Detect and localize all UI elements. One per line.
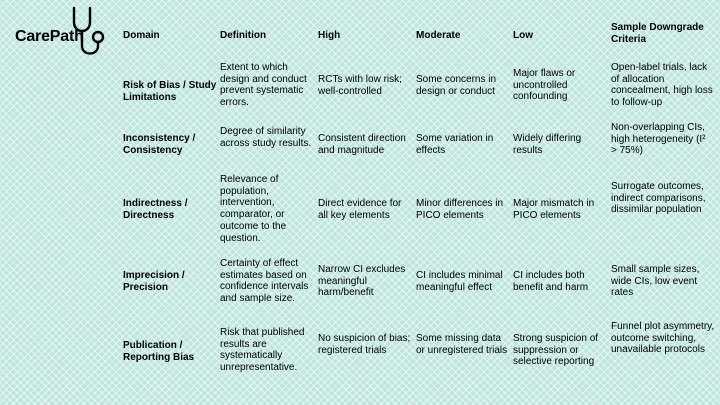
stethoscope-icon (68, 6, 112, 62)
row3-definition: Relevance of population, intervention, comparator, or outcome to the question. (220, 174, 287, 244)
row4-criteria: Small sample sizes, wide CIs, low event rates (611, 264, 700, 299)
row2-low: Widely differing results (513, 133, 582, 156)
row4-domain: Imprecision / Precision (123, 270, 185, 293)
row5-domain: Publication / Reporting Bias (123, 340, 195, 363)
header-domain: Domain (123, 30, 160, 41)
row2-moderate: Some variation in effects (416, 133, 494, 156)
row5-definition: Risk that published results are systematically unrepresentative. (220, 327, 305, 374)
header-moderate: Moderate (416, 30, 461, 41)
header-definition: Definition (220, 30, 267, 41)
row2-domain: Inconsistency / Consistency (123, 133, 196, 156)
row1-domain: Risk of Bias / Study Limitations (123, 80, 217, 103)
row5-high: No suspicion of bias; registered trials (318, 333, 411, 356)
row3-low: Major mismatch in PICO elements (513, 198, 595, 221)
row5-moderate: Some missing data or unregistered trials (416, 333, 508, 356)
row1-low: Major flaws or uncontrolled confounding (513, 68, 576, 103)
row4-high: Narrow CI excludes meaningful harm/benefit (318, 264, 406, 299)
row3-moderate: Minor differences in PICO elements (416, 198, 504, 221)
row1-criteria: Open-label trials, lack of allocation concealment, high loss to follow-up (611, 62, 713, 109)
row2-high: Consistent direction and magnitude (318, 133, 406, 156)
row1-moderate: Some concerns in design or conduct (416, 74, 497, 97)
row3-domain: Indirectness / Directness (123, 198, 188, 221)
row5-low: Strong suspicion of suppression or selective reporting (513, 333, 599, 368)
header-sample-downgrade-criteria: Sample Downgrade Criteria (611, 22, 704, 45)
row4-definition: Certainty of effect estimates based on confidence intervals and sample size. (220, 258, 309, 305)
row2-criteria: Non-overlapping CIs, high heterogeneity (I² > 75%) (611, 122, 706, 157)
row1-definition: Extent to which design and conduct prevent systematic errors. (220, 62, 307, 109)
row4-moderate: CI includes minimal meaningful effect (416, 270, 503, 293)
row3-criteria: Surrogate outcomes, indirect comparisons, dissimilar population (611, 181, 706, 216)
row3-high: Direct evidence for all key elements (318, 198, 402, 221)
row2-definition: Degree of similarity across study results. (220, 126, 312, 149)
carepath-logo (10, 6, 114, 62)
brand-name: CarePath (15, 28, 84, 45)
row1-high: RCTs with low risk; well-controlled (318, 74, 402, 97)
row5-criteria: Funnel plot asymmetry, outcome switching, unavailable protocols (611, 321, 715, 356)
header-high: High (318, 30, 341, 41)
header-low: Low (513, 30, 533, 41)
row4-low: CI includes both benefit and harm (513, 270, 589, 293)
